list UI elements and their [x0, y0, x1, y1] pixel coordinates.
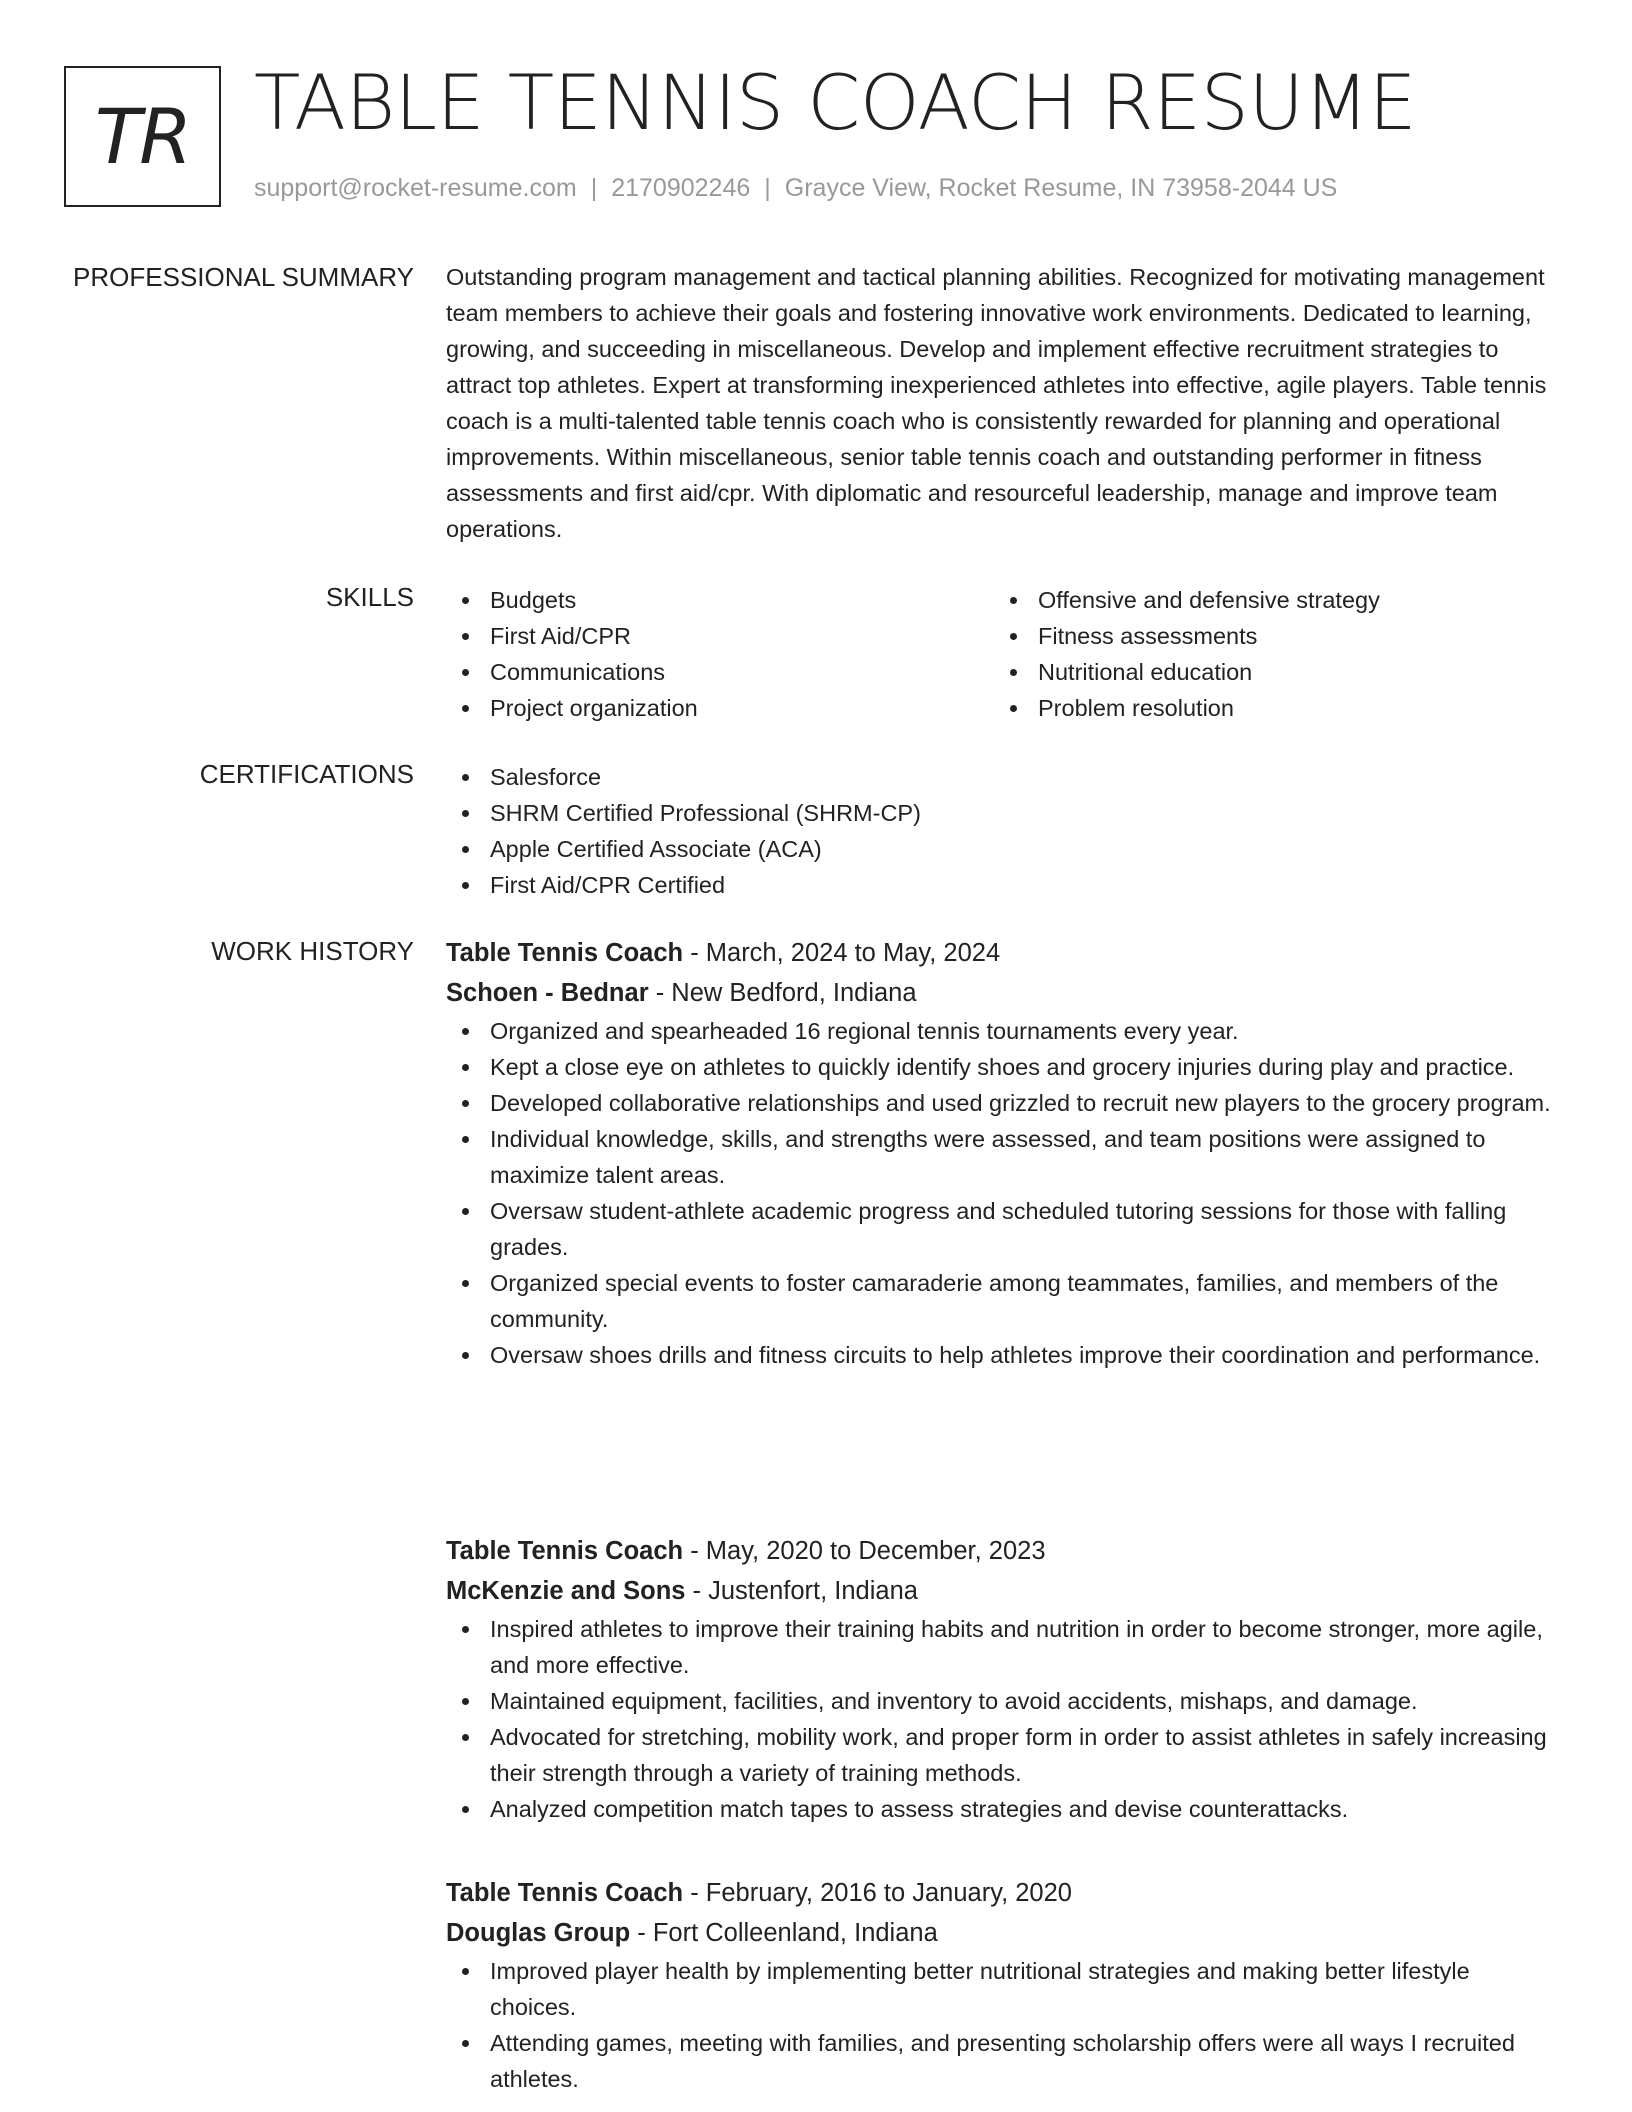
skill-item: Project organization: [446, 690, 994, 726]
skill-item: Fitness assessments: [994, 618, 1542, 654]
job-company-line: [446, 973, 1558, 1013]
job-bullets: [446, 1953, 1558, 2097]
certification-item: First Aid/CPR Certified: [446, 867, 1558, 903]
job-company: McKenzie and Sons: [446, 1577, 686, 1605]
contact-line: [254, 174, 1337, 203]
job-title: Table Tennis Coach: [446, 1537, 684, 1565]
job-dates: - May, 2020 to December, 2023: [683, 1537, 1046, 1565]
skill-item: Offensive and defensive strategy: [994, 582, 1542, 618]
monogram-box: [64, 66, 221, 207]
skill-item: Budgets: [446, 582, 994, 618]
job-bullet: Kept a close eye on athletes to quickly identify shoes and grocery injuries during play and practice.: [446, 1049, 1558, 1085]
job-bullet: Analyzed competition match tapes to assess strategies and devise counterattacks.: [446, 1791, 1558, 1827]
certifications-label: CERTIFICATIONS: [199, 759, 414, 789]
skill-item: Problem resolution: [994, 690, 1542, 726]
job-bullet: Organized and spearheaded 16 regional tennis tournaments every year.: [446, 1013, 1558, 1049]
skill-item: Communications: [446, 654, 994, 690]
job-dates: - February, 2016 to January, 2020: [683, 1879, 1072, 1907]
job-bullet: Individual knowledge, skills, and strengths were assessed, and team positions were assigned to maximize talent areas.: [446, 1121, 1558, 1193]
job-location: - Fort Colleenland, Indiana: [630, 1919, 938, 1947]
job-location: - Justenfort, Indiana: [685, 1577, 918, 1605]
summary-label: PROFESSIONAL SUMMARY: [73, 262, 414, 292]
certification-item: Salesforce: [446, 759, 1558, 795]
certifications-list: [446, 759, 1558, 903]
job-entry: [446, 933, 1558, 1373]
job-title-line: [446, 933, 1558, 973]
job-title-line: [446, 1873, 1558, 1913]
job-bullets: [446, 1611, 1558, 1827]
job-bullet: Organized special events to foster camaraderie among teammates, families, and members of the community.: [446, 1265, 1558, 1337]
contact-phone: 2170902246: [611, 174, 751, 202]
job-bullet: Oversaw shoes drills and fitness circuits to help athletes improve their coordination and performance.: [446, 1337, 1558, 1373]
monogram-initials: TR: [94, 92, 191, 181]
certification-item: SHRM Certified Professional (SHRM-CP): [446, 795, 1558, 831]
job-company: Schoen - Bednar: [446, 979, 649, 1007]
job-location: - New Bedford, Indiana: [648, 979, 917, 1007]
job-bullet: Oversaw student-athlete academic progress and scheduled tutoring sessions for those with falling grades.: [446, 1193, 1558, 1265]
job-company-line: [446, 1571, 1558, 1611]
job-bullets: [446, 1013, 1558, 1373]
job-company: Douglas Group: [446, 1919, 631, 1947]
job-company-line: [446, 1913, 1558, 1953]
job-bullet: Attending games, meeting with families, and presenting scholarship offers were all ways I recruited athletes.: [446, 2025, 1558, 2097]
job-title-line: [446, 1531, 1558, 1571]
skills-list-right: [994, 582, 1542, 726]
skill-item: First Aid/CPR: [446, 618, 994, 654]
work-history-label: WORK HISTORY: [211, 936, 414, 966]
skill-item: Nutritional education: [994, 654, 1542, 690]
resume-title: TABLE TENNIS COACH RESUME: [254, 58, 1417, 147]
job-bullet: Maintained equipment, facilities, and inventory to avoid accidents, mishaps, and damage.: [446, 1683, 1558, 1719]
job-title: Table Tennis Coach: [446, 1879, 684, 1907]
job-bullet: Inspired athletes to improve their training habits and nutrition in order to become stronger, more agile, and more effective.: [446, 1611, 1558, 1683]
contact-email: support@rocket-resume.com: [254, 174, 577, 202]
job-bullet: Advocated for stretching, mobility work, and proper form in order to assist athletes in safely increasing their strength through a variety of training methods.: [446, 1719, 1558, 1791]
job-entry: [446, 1873, 1558, 2097]
job-title: Table Tennis Coach: [446, 939, 684, 967]
job-bullet: Improved player health by implementing better nutritional strategies and making better lifestyle choices.: [446, 1953, 1558, 2025]
certification-item: Apple Certified Associate (ACA): [446, 831, 1558, 867]
skills-list-left: [446, 582, 994, 726]
summary-text: Outstanding program management and tactical planning abilities. Recognized for motivating management team members to achieve their goals and fostering innovative work environments. Dedicated to learning, growing, and succeeding in miscellaneous. Develop and implement effective recruitment strategies to attract top athletes. Expert at transforming inexperienced athletes into effective, agile players. Table tennis coach is a multi-talented table tennis coach who is consistently rewarded for planning and operational improvements. Within miscellaneous, senior table tennis coach and outstanding performer in fitness assessments and first aid/cpr. With diplomatic and resourceful leadership, manage and improve team operations.: [446, 264, 1547, 542]
contact-separator: |: [590, 174, 598, 202]
contact-address: Grayce View, Rocket Resume, IN 73958-2044 US: [784, 174, 1338, 202]
job-entry: [446, 1531, 1558, 1827]
skills-label: SKILLS: [325, 582, 414, 612]
job-dates: - March, 2024 to May, 2024: [683, 939, 1001, 967]
contact-separator: |: [764, 174, 771, 202]
job-bullet: Developed collaborative relationships and used grizzled to recruit new players to the grocery program.: [446, 1085, 1558, 1121]
